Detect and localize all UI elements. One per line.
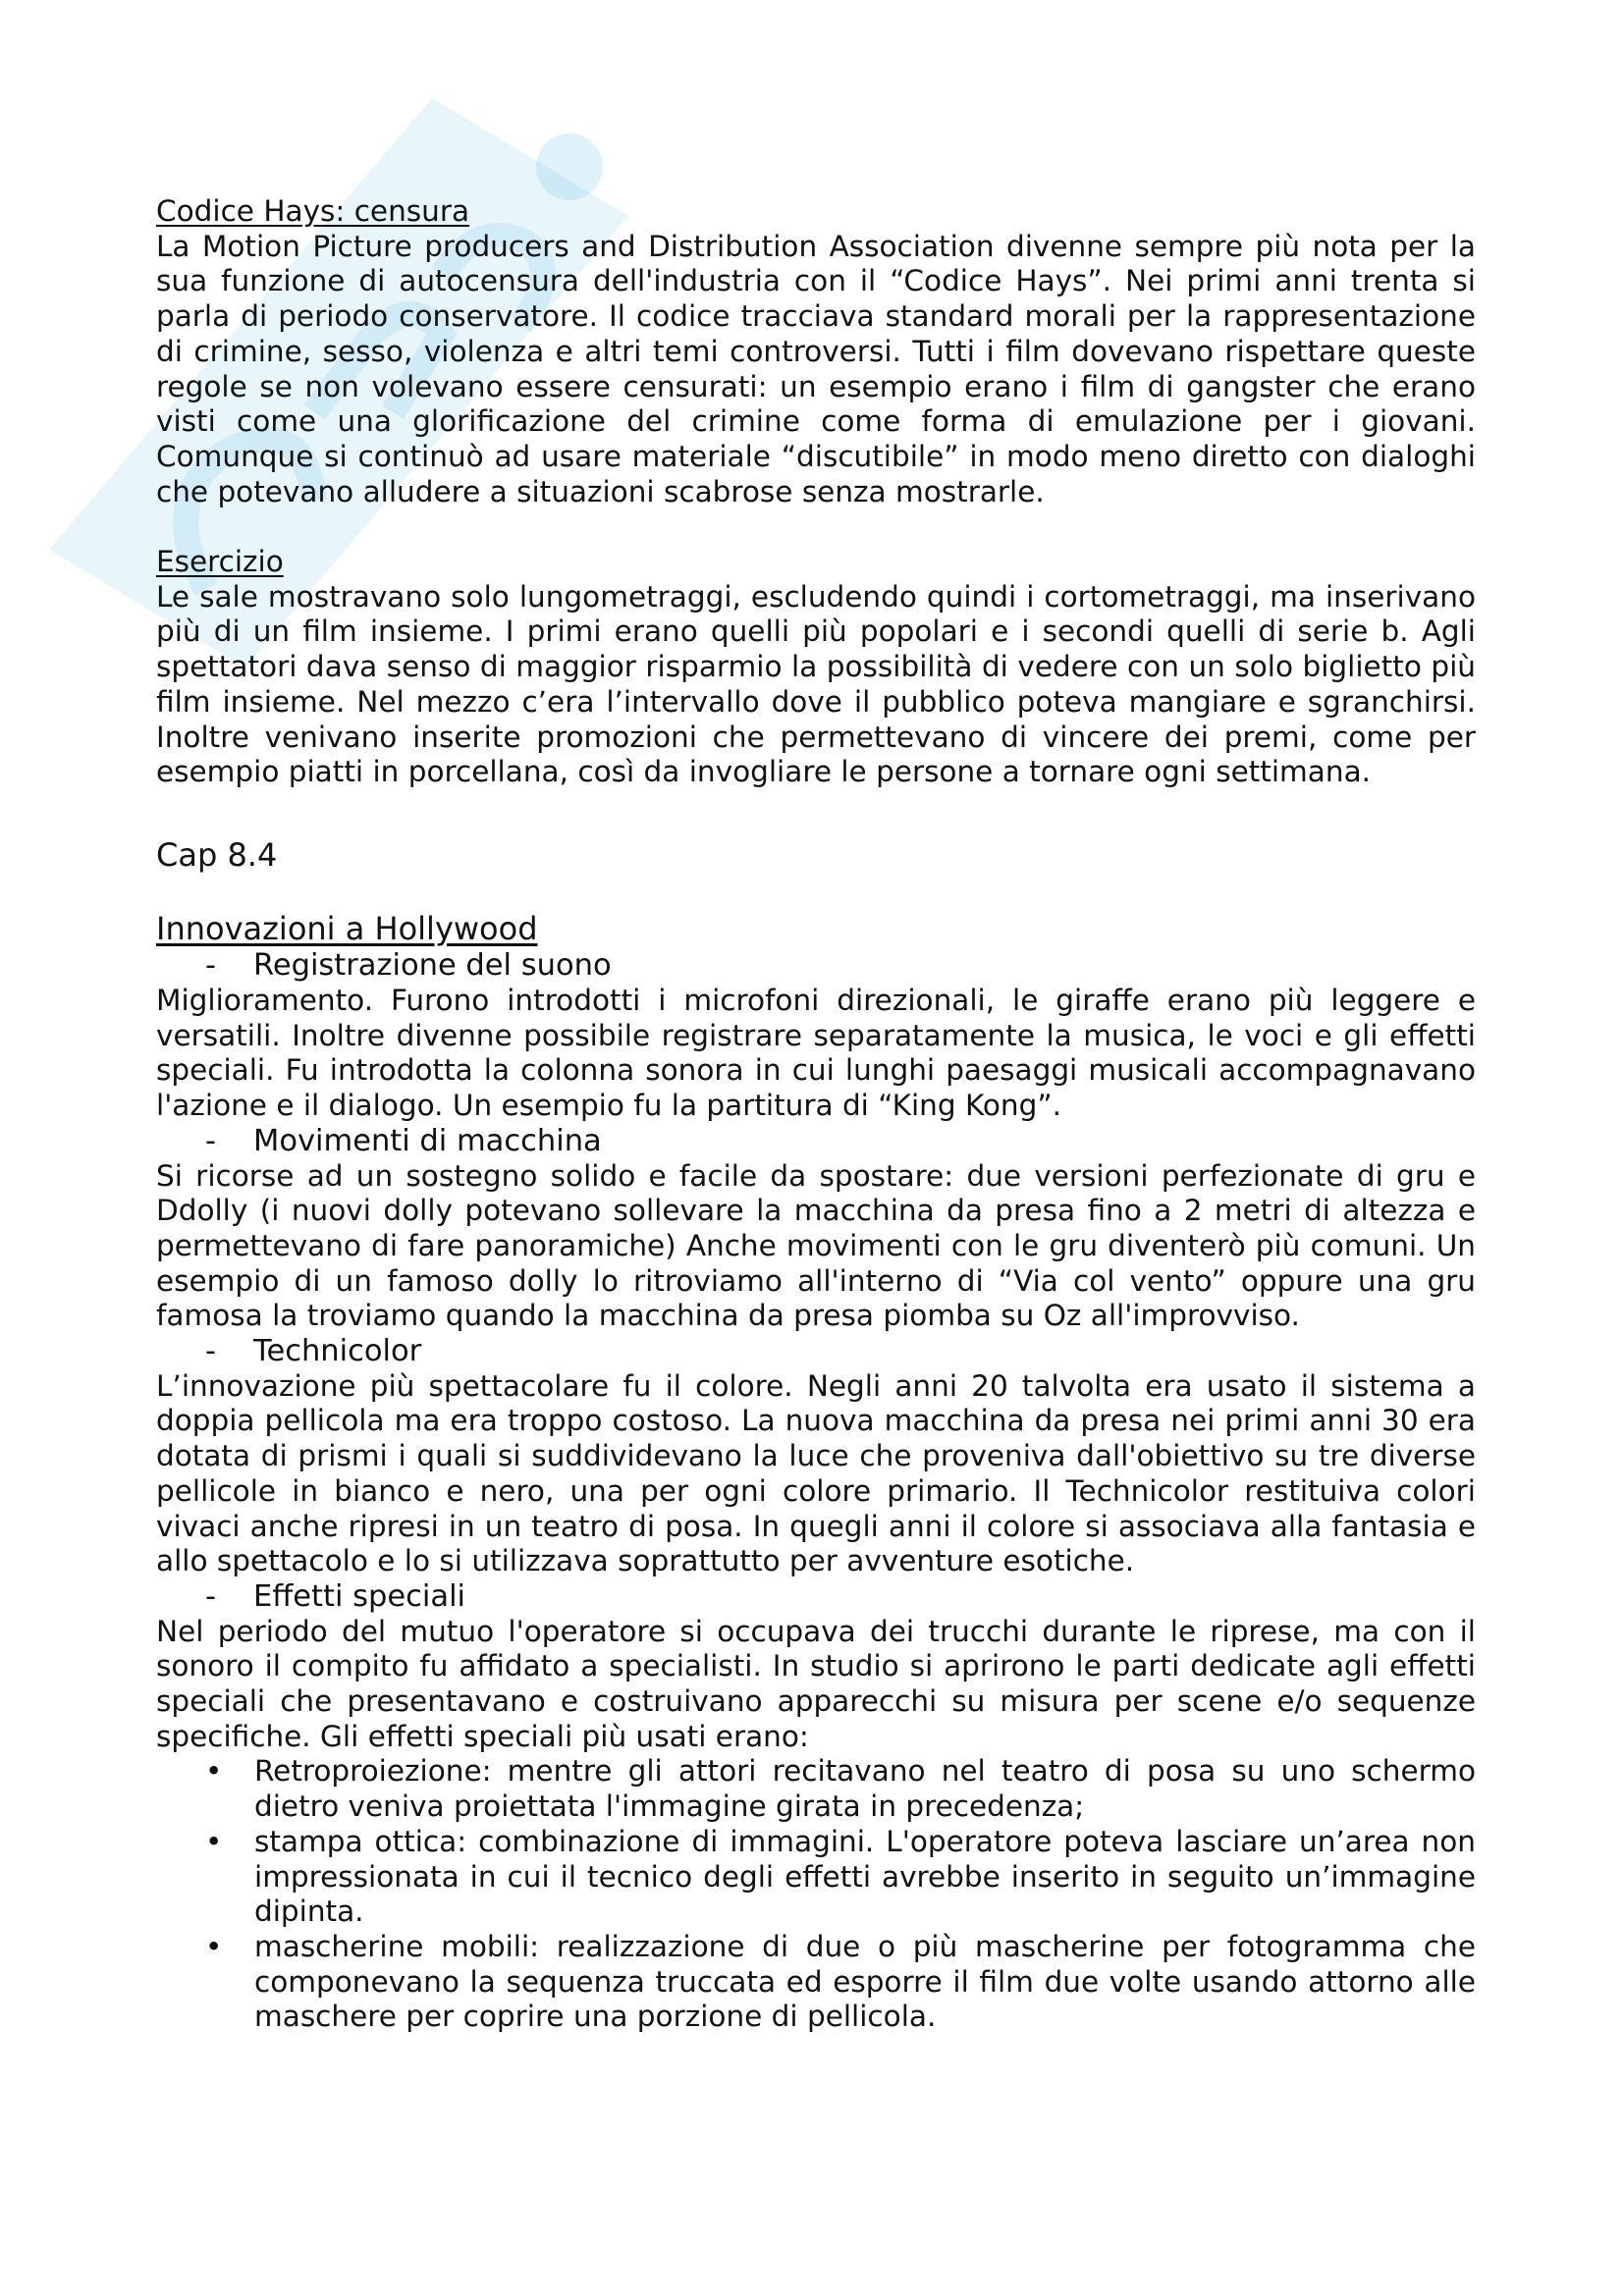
list-item-text: Retroproiezione: mentre gli attori recitavano nel teatro di posa su uno schermo dietro veniva proiettata l'immagine girata in precedenza; (254, 1754, 1476, 1824)
dash-marker: - (205, 948, 217, 984)
innovazioni-title: Innovazioni a Hollywood (156, 910, 538, 948)
subsection-title: Technicolor (253, 1334, 422, 1369)
subsection-sound (156, 948, 1476, 984)
subsection-title: Movimenti di macchina (253, 1123, 602, 1158)
subsection-effects (156, 1579, 1476, 1615)
esercizio-paragraph: Le sale mostravano solo lungometraggi, escludendo quindi i cortometraggi, ma inserivano più di un film insieme. I primi erano quelli più popolari e i secondi quelli di serie b. Agli spettatori dava senso di maggior risparmio la possibilità di vedere con un solo biglietto più film insieme. Nel mezzo c’era l’intervallo dove il pubblico poteva mangiare e sgranchirsi. Inoltre venivano inserite promozioni che permettevano di vincere dei premi, come per esempio piatti in porcellana, così da invogliare le persone a tornare ogni settimana. (156, 579, 1476, 789)
document-page (156, 194, 1476, 2035)
subsection-title: Registrazione del suono (253, 948, 612, 984)
technicolor-paragraph: L’innovazione più spettacolare fu il colore. Negli anni 20 talvolta era usato il sistema a doppia pellicola ma era troppo costoso. La nuova macchina da presa nei primi anni 30 era dotata di prismi i quali si suddividevano la luce che proveniva dall'obiettivo su tre diverse pellicole in bianco e nero, una per ogni colore primario. Il Technicolor restituiva colori vivaci anche ripresi in un teatro di posa. In quegli anni il colore si associava alla fantasia e allo spettacolo e lo si utilizzava soprattutto per avventure esotiche. (156, 1368, 1476, 1578)
chapter-label: Cap 8.4 (156, 835, 278, 874)
bullet-icon: • (205, 1754, 223, 1789)
sound-paragraph: Miglioramento. Furono introdotti i microfoni direzionali, le giraffe erano più leggere e versatili. Inoltre divenne possibile registrare separatamente la musica, le voci e gli effetti speciali. Fu introdotta la colonna sonora in cui lunghi paesaggi musicali accompagnavano l'azione e il dialogo. Un esempio fu la partitura di “King Kong”. (156, 984, 1476, 1123)
bullet-icon: • (205, 1824, 223, 1858)
dash-marker: - (205, 1334, 217, 1369)
esercizio-title: Esercizio (156, 545, 284, 579)
list-item (156, 1930, 1476, 2035)
list-item (156, 1754, 1476, 1824)
list-item (156, 1825, 1476, 1930)
effects-list (156, 1754, 1476, 2035)
subsection-title: Effetti speciali (253, 1578, 466, 1614)
bullet-icon: • (205, 1930, 223, 1963)
subsection-camera (156, 1124, 1476, 1159)
subsection-technicolor (156, 1334, 1476, 1369)
list-item-text: mascherine mobili: realizzazione di due o più mascherine per fotogramma che componevano la sequenza truccata ed esporre il film due volte usando attorno alle maschere per coprire una porzione di pellicola. (254, 1930, 1476, 2034)
list-item-text: stampa ottica: combinazione di immagini. L'operatore poteva lasciare un’area non impressionata in cui il tecnico degli effetti avrebbe inserito in seguito un’immagine dipinta. (254, 1824, 1476, 1929)
hays-title: Codice Hays: censura (156, 194, 470, 228)
hays-paragraph: La Motion Picture producers and Distribution Association divenne sempre più nota per la sua funzione di autocensura dell'industria con il “Codice Hays”. Nei primi anni trenta si parla di periodo conservatore. Il codice tracciava standard morali per la rappresentazione di crimine, sesso, violenza e altri temi controversi. Tutti i film dovevano rispettare queste regole se non volevano essere censurati: un esempio erano i film di gangster che erano visti come una glorificazione del crimine come forma di emulazione per i giovani. Comunque si continuò ad usare materiale “discutibile” in modo meno diretto con dialoghi che potevano alludere a situazioni scabrose senza mostrarle. (156, 229, 1476, 508)
camera-paragraph: Si ricorse ad un sostegno solido e facile da spostare: due versioni perfezionate di gru e Ddolly (i nuovi dolly potevano sollevare la macchina da presa fino a 2 metri di altezza e permettevano di fare panoramiche) Anche movimenti con le gru diventerò più comuni. Un esempio di un famoso dolly lo ritroviamo all'interno di “Via col vento” oppure una gru famosa la troviamo quando la macchina da presa piomba su Oz all'improvviso. (156, 1158, 1476, 1333)
effects-paragraph: Nel periodo del mutuo l'operatore si occupava dei trucchi durante le riprese, ma con il sonoro il compito fu affidato a specialisti. In studio si aprirono le parti dedicate agli effetti speciali che presentavano e costruivano apparecchi su misura per scene e/o sequenze specifiche. Gli effetti speciali più usati erano: (156, 1614, 1476, 1753)
dash-marker: - (205, 1578, 217, 1614)
dash-marker: - (205, 1123, 217, 1158)
